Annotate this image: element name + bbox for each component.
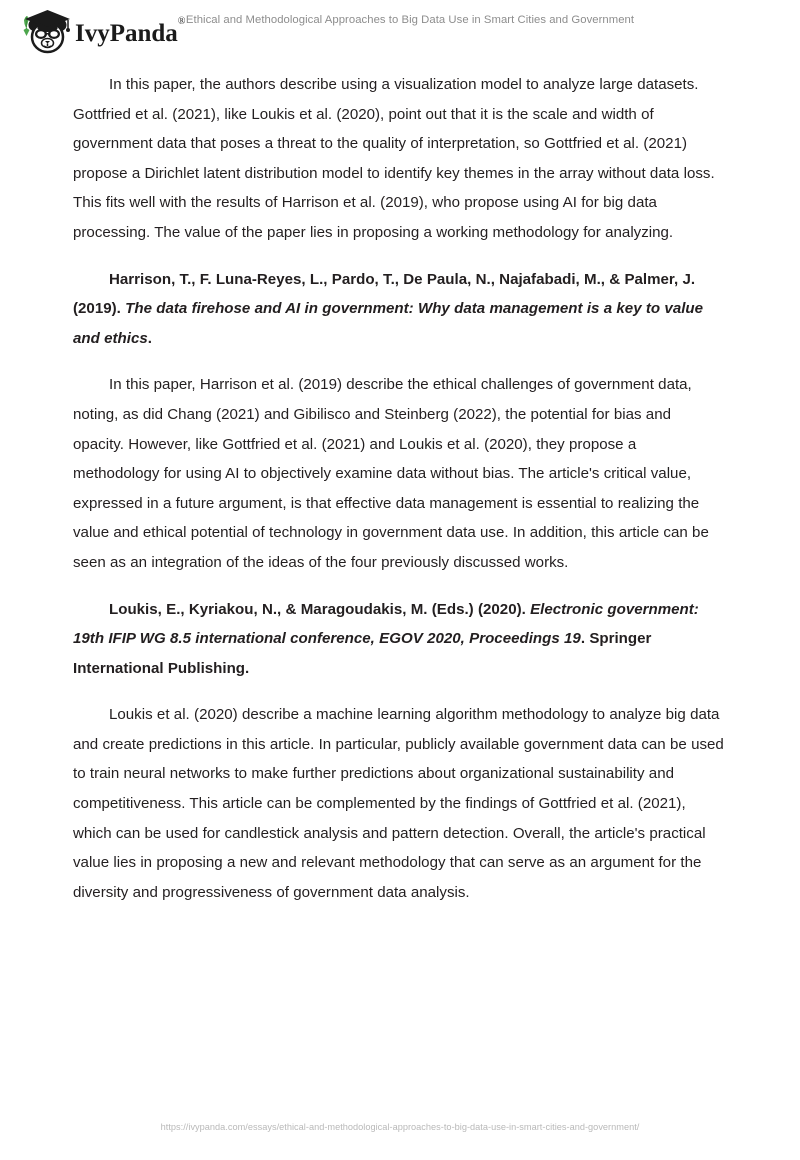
paragraph-1: In this paper, the authors describe using a visualization model to analyze large datasets. Gottfried et al. (2021), like Loukis et al. (2020), point out that it is the scale and width of government data that poses a threat to the quality of interpretation, so Gottfried et al. (2021) propose a Dirichlet latent distribution model to identify key themes in the array without data loss. This fits well with the results of Harrison et al. (2019), who propose using AI for big data processing. The value of the paper lies in proposing a working methodology for analyzing. — [73, 76, 715, 241]
reference-title: Electronic government: 19th IFIP WG 8.5 international conference, EGOV 2020, Proceedings 19 — [73, 600, 699, 648]
reference-title: The data firehose and AI in government: Why data management is a key to value and ethics — [73, 300, 704, 347]
brand-name-text: IvyPanda — [75, 19, 178, 47]
paragraph-3: Loukis et al. (2020) describe a machine learning algorithm methodology to analyze big data and create predictions in this article. In particular, publicly available government data can be used to train neural networks to make further predictions about organizational sustainability and competitiveness. This article can be complemented by the findings of Gottfried et al. (2021), which can be used for candlestick analysis and pattern detection. Overall, the article's practical value lies in proposing a new and relevant methodology that can serve as an argument for the diversity and progressiveness of government data analysis. — [73, 706, 724, 901]
reference-authors: Harrison, T., F. Luna-Reyes, L., Pardo, T., De Paula, N., Najafabadi, M., & Palmer, J. (2019). — [73, 270, 696, 318]
reference-tail: . — [147, 329, 152, 347]
page-footer — [0, 1114, 800, 1160]
reference-loukis — [73, 595, 726, 684]
reference-tail: . — [580, 630, 590, 648]
reference-publisher: Springer International Publishing. — [73, 630, 652, 677]
source-url[interactable]: https://ivypanda.com/essays/ethical-and-methodological-approaches-to-big-data-use-in-smart-cities-and-government/ — [160, 1122, 640, 1132]
page-header — [0, 0, 800, 62]
paragraph-2: In this paper, Harrison et al. (2019) describe the ethical challenges of government data, noting, as did Chang (2021) and Gibilisco and Steinberg (2022), the potential for bias and opacity. However, like Gottfried et al. (2021) and Loukis et al. (2020), they propose a methodology for using AI to objectively examine data without bias. The article's critical value, expressed in a future argument, is that effective data management is essential to realizing the value and ethical potential of technology in government data use. In addition, this article can be seen as an integration of the ideas of the four previously discussed works. — [73, 376, 709, 571]
page-title: Ethical and Methodological Approaches to Big Data Use in Smart Cities and Government — [185, 14, 635, 26]
reference-authors: Loukis, E., Kyriakou, N., & Maragoudakis, M. (Eds.) (2020). — [109, 600, 531, 618]
trademark-symbol: ® — [177, 15, 186, 27]
document-content — [73, 70, 726, 907]
reference-harrison — [73, 265, 726, 354]
